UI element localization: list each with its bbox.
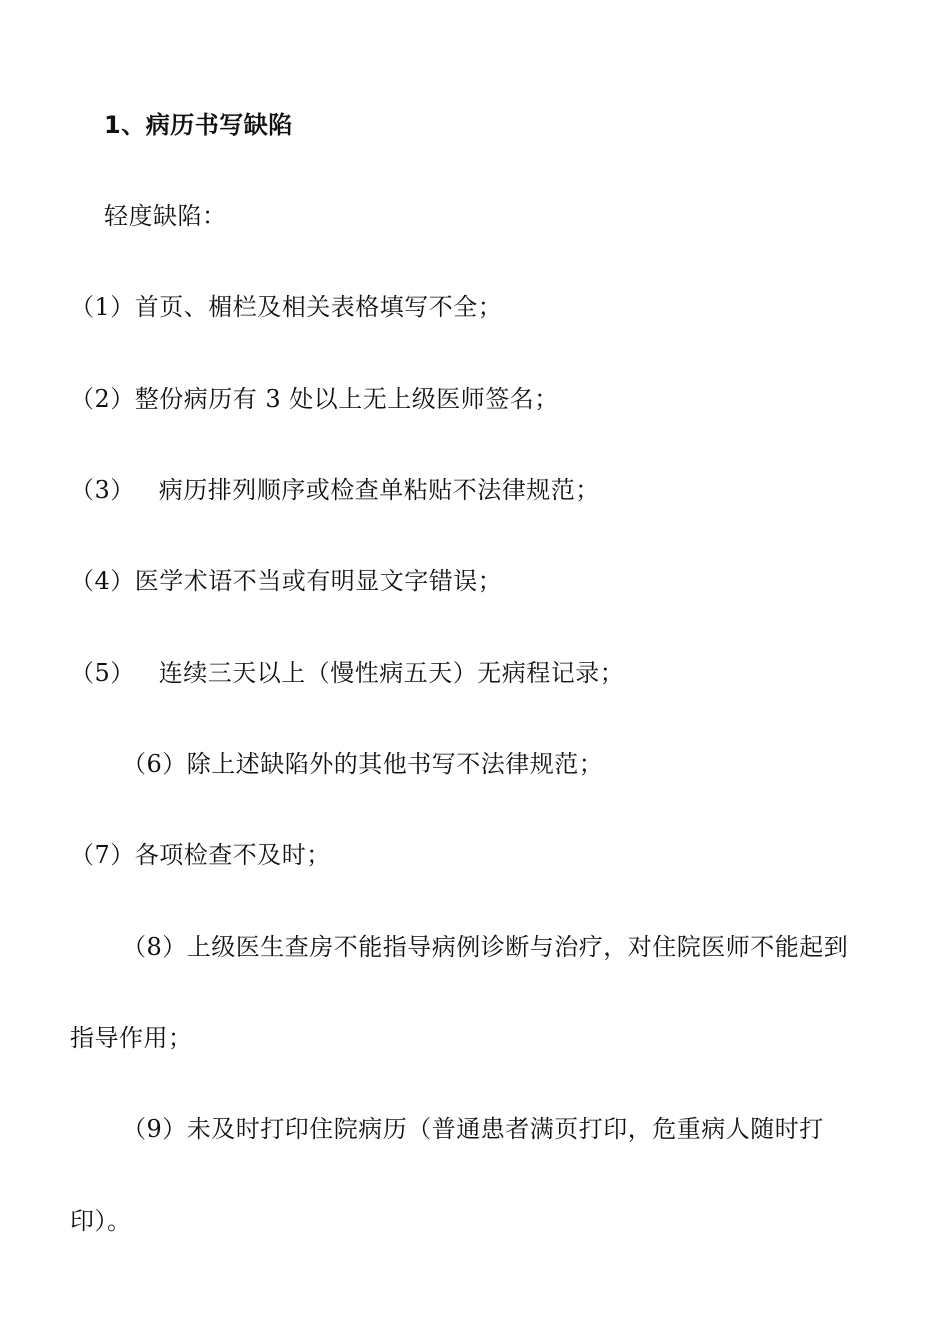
severity-subheading: 轻度缺陷： <box>104 202 227 230</box>
list-item <box>70 475 600 505</box>
item-number: （2） <box>70 385 135 413</box>
item-number: （3） <box>70 476 135 504</box>
item-number: （5） <box>70 659 135 687</box>
item-text: 上级医生查房不能指导病例诊断与治疗，对住院医师不能起到 <box>186 933 849 961</box>
item-number: （4） <box>70 567 135 595</box>
item-text: 未及时打印住院病历（普通患者满页打印，危重病人随时打 <box>186 1115 824 1143</box>
list-item-continuation: 印）。 <box>70 1207 132 1235</box>
list-item <box>122 1114 824 1144</box>
list-item <box>122 749 603 779</box>
item-text: 病历排列顺序或检查单粘贴不法律规范； <box>158 476 600 504</box>
list-item <box>70 840 331 870</box>
item-number: （7） <box>70 841 135 869</box>
list-item <box>70 292 502 322</box>
list-item-continuation: 指导作用； <box>70 1024 193 1052</box>
item-text: 整份病历有 3 处以上无上级医师签名； <box>134 385 559 413</box>
list-item <box>70 384 559 414</box>
item-text: 除上述缺陷外的其他书写不法律规范； <box>186 750 604 778</box>
section-heading: 1、病历书写缺陷 <box>104 111 293 139</box>
list-item <box>122 932 848 962</box>
item-text: 连续三天以上（慢性病五天）无病程记录； <box>158 659 625 687</box>
item-text: 医学术语不当或有明显文字错误； <box>134 567 503 595</box>
list-item <box>70 658 624 688</box>
list-item <box>70 566 502 596</box>
item-text: 首页、楣栏及相关表格填写不全； <box>134 293 503 321</box>
item-number: （9） <box>122 1115 187 1143</box>
item-text: 各项检查不及时； <box>134 841 331 869</box>
item-number: （8） <box>122 933 187 961</box>
item-number: （6） <box>122 750 187 778</box>
item-number: （1） <box>70 293 135 321</box>
